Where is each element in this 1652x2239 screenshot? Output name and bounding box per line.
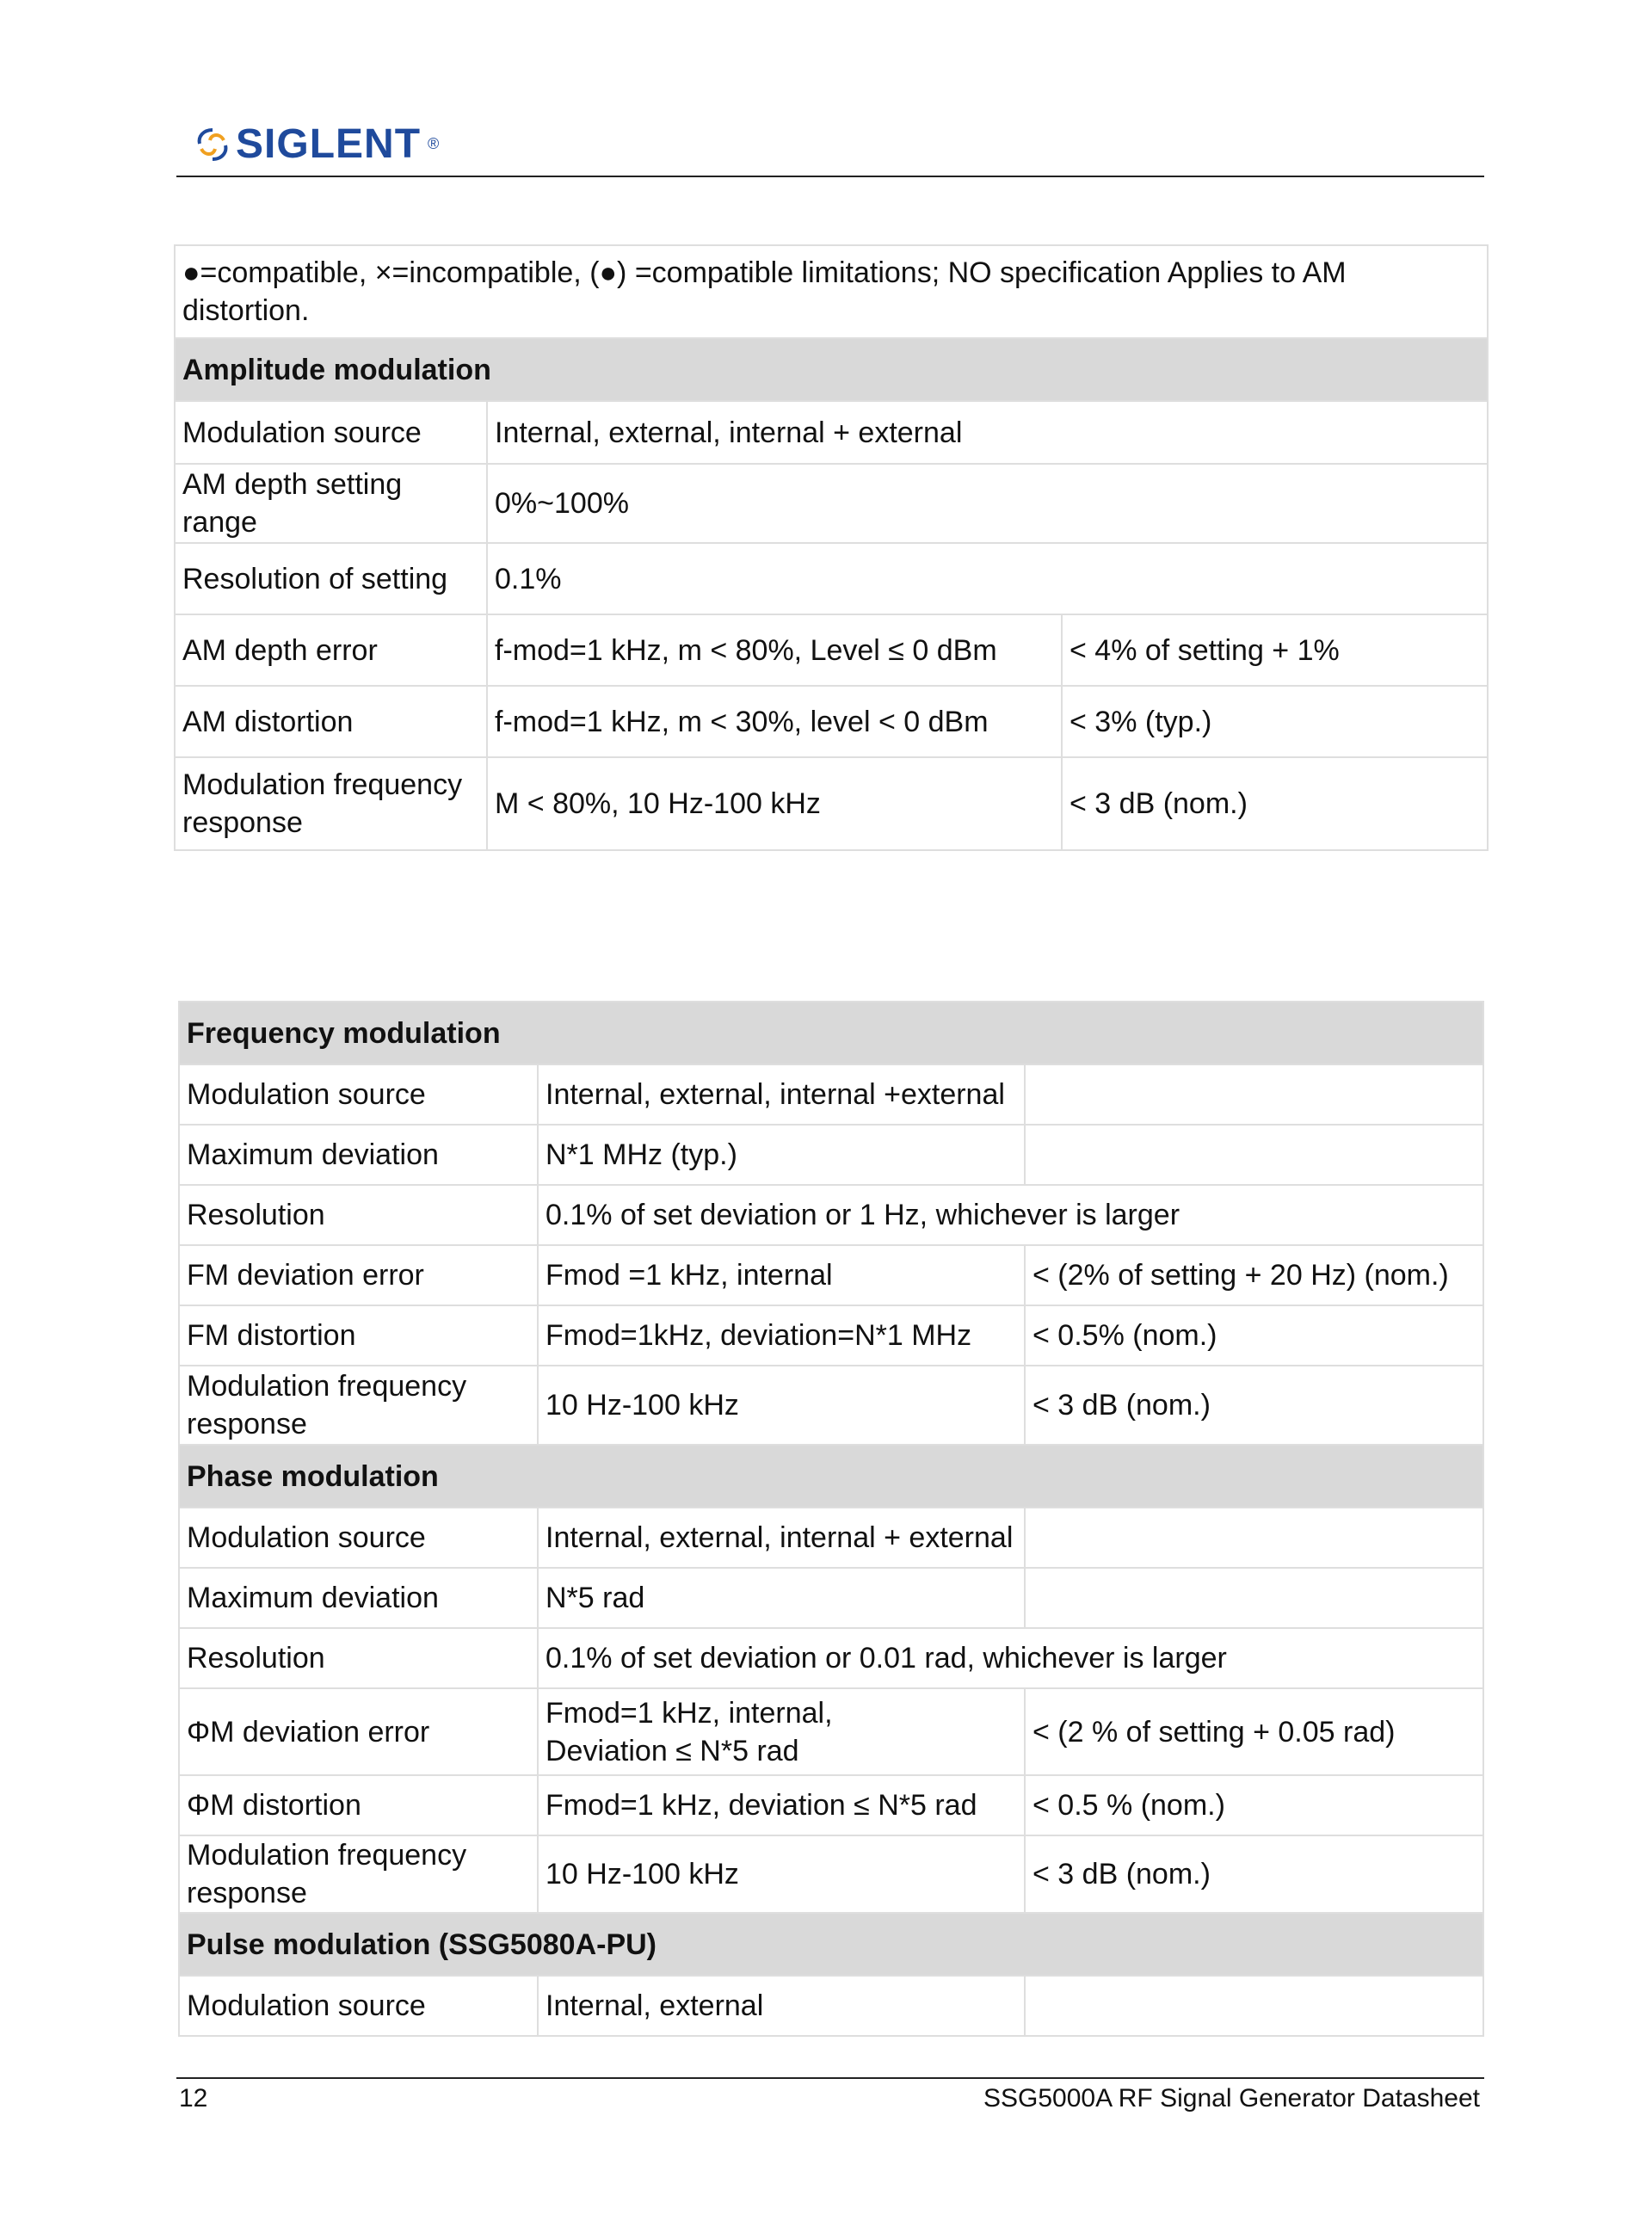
param-name: ΦM deviation error xyxy=(179,1688,538,1775)
param-value: < 3 dB (nom.) xyxy=(1062,757,1488,850)
section-header xyxy=(179,1445,1483,1508)
table-row xyxy=(179,1064,1483,1125)
param-condition: Internal, external xyxy=(538,1976,1025,2036)
param-value: < 3 dB (nom.) xyxy=(1025,1835,1483,1913)
table-row xyxy=(175,464,1488,543)
table-row xyxy=(179,1305,1483,1366)
param-condition: 0.1% of set deviation or 0.01 rad, whichever is larger xyxy=(538,1628,1483,1688)
table-row xyxy=(179,1185,1483,1245)
param-name: Modulation frequency response xyxy=(179,1366,538,1445)
param-name: FM distortion xyxy=(179,1305,538,1366)
param-name: Modulation frequency response xyxy=(179,1835,538,1913)
table-row xyxy=(179,1775,1483,1835)
param-condition: 10 Hz-100 kHz xyxy=(538,1835,1025,1913)
param-value xyxy=(1025,1568,1483,1628)
table-row xyxy=(179,1976,1483,2036)
param-condition: N*5 rad xyxy=(538,1568,1025,1628)
param-name: ΦM distortion xyxy=(179,1775,538,1835)
table-row xyxy=(175,614,1488,686)
param-value: < (2 % of setting + 0.05 rad) xyxy=(1025,1688,1483,1775)
param-name: AM depth setting range xyxy=(175,464,487,543)
param-condition: Fmod=1 kHz, deviation ≤ N*5 rad xyxy=(538,1775,1025,1835)
section-header xyxy=(175,338,1488,401)
param-condition: Internal, external, internal +external xyxy=(538,1064,1025,1125)
param-value: < (2% of setting + 20 Hz) (nom.) xyxy=(1025,1245,1483,1305)
param-value: < 3 dB (nom.) xyxy=(1025,1366,1483,1445)
param-value: < 0.5 % (nom.) xyxy=(1025,1775,1483,1835)
param-value xyxy=(1025,1064,1483,1125)
brand-name: SIGLENT xyxy=(236,121,422,167)
table-row xyxy=(175,401,1488,464)
table-row xyxy=(179,1688,1483,1775)
section-header xyxy=(179,1913,1483,1976)
param-value xyxy=(1025,1976,1483,2036)
param-name: Modulation source xyxy=(179,1976,538,2036)
param-condition: f-mod=1 kHz, m < 30%, level < 0 dBm xyxy=(487,686,1062,757)
param-condition: N*1 MHz (typ.) xyxy=(538,1125,1025,1185)
registered-mark: ® xyxy=(428,135,441,152)
param-name: Modulation frequency response xyxy=(175,757,487,850)
section-header xyxy=(179,1002,1483,1064)
section-title: Amplitude modulation xyxy=(175,338,1488,401)
param-condition: 10 Hz-100 kHz xyxy=(538,1366,1025,1445)
param-value: < 3% (typ.) xyxy=(1062,686,1488,757)
table-row xyxy=(175,245,1488,338)
table-row xyxy=(179,1628,1483,1688)
param-name: Resolution of setting xyxy=(175,543,487,614)
param-condition-line: Deviation ≤ N*5 rad xyxy=(546,1734,799,1767)
table-row xyxy=(179,1245,1483,1305)
siglent-swirl-icon xyxy=(194,126,231,163)
param-condition-line: Fmod=1 kHz, internal, xyxy=(546,1696,833,1730)
param-name: Modulation source xyxy=(179,1508,538,1568)
header-rule xyxy=(176,176,1484,177)
table-row xyxy=(179,1835,1483,1913)
table-row xyxy=(179,1568,1483,1628)
brand-logo xyxy=(194,120,440,168)
param-condition: Fmod =1 kHz, internal xyxy=(538,1245,1025,1305)
param-condition xyxy=(538,1688,1025,1775)
param-condition: Internal, external, internal + external xyxy=(487,401,1488,464)
section-title: Frequency modulation xyxy=(179,1002,1483,1064)
param-condition: M < 80%, 10 Hz-100 kHz xyxy=(487,757,1062,850)
table-row xyxy=(175,686,1488,757)
param-value xyxy=(1025,1125,1483,1185)
section-title: Phase modulation xyxy=(179,1445,1483,1508)
param-name: Resolution xyxy=(179,1628,538,1688)
param-name: FM deviation error xyxy=(179,1245,538,1305)
param-condition: 0%~100% xyxy=(487,464,1488,543)
param-name: Modulation source xyxy=(179,1064,538,1125)
param-condition: 0.1% of set deviation or 1 Hz, whichever is larger xyxy=(538,1185,1483,1245)
param-name: Maximum deviation xyxy=(179,1125,538,1185)
param-condition: Internal, external, internal + external xyxy=(538,1508,1025,1568)
am-spec-table xyxy=(174,244,1489,851)
param-name: AM distortion xyxy=(175,686,487,757)
param-condition: 0.1% xyxy=(487,543,1488,614)
param-value: < 4% of setting + 1% xyxy=(1062,614,1488,686)
param-value xyxy=(1025,1508,1483,1568)
compatibility-note: ●=compatible, ×=incompatible, (●) =compatible limitations; NO specification Applies to AM distortion. xyxy=(175,245,1488,338)
table-row xyxy=(179,1508,1483,1568)
section-title: Pulse modulation (SSG5080A-PU) xyxy=(179,1913,1483,1976)
param-condition: f-mod=1 kHz, m < 80%, Level ≤ 0 dBm xyxy=(487,614,1062,686)
param-name: Maximum deviation xyxy=(179,1568,538,1628)
table-row xyxy=(175,543,1488,614)
param-name: Resolution xyxy=(179,1185,538,1245)
document-title: SSG5000A RF Signal Generator Datasheet xyxy=(983,2084,1480,2113)
param-name: Modulation source xyxy=(175,401,487,464)
param-name: AM depth error xyxy=(175,614,487,686)
table-row xyxy=(179,1125,1483,1185)
footer-rule xyxy=(176,2077,1484,2079)
param-value: < 0.5% (nom.) xyxy=(1025,1305,1483,1366)
table-row xyxy=(175,757,1488,850)
table-row xyxy=(179,1366,1483,1445)
page-number: 12 xyxy=(179,2084,208,2113)
fm-pm-pulse-spec-table xyxy=(178,1001,1484,2037)
param-condition: Fmod=1kHz, deviation=N*1 MHz xyxy=(538,1305,1025,1366)
